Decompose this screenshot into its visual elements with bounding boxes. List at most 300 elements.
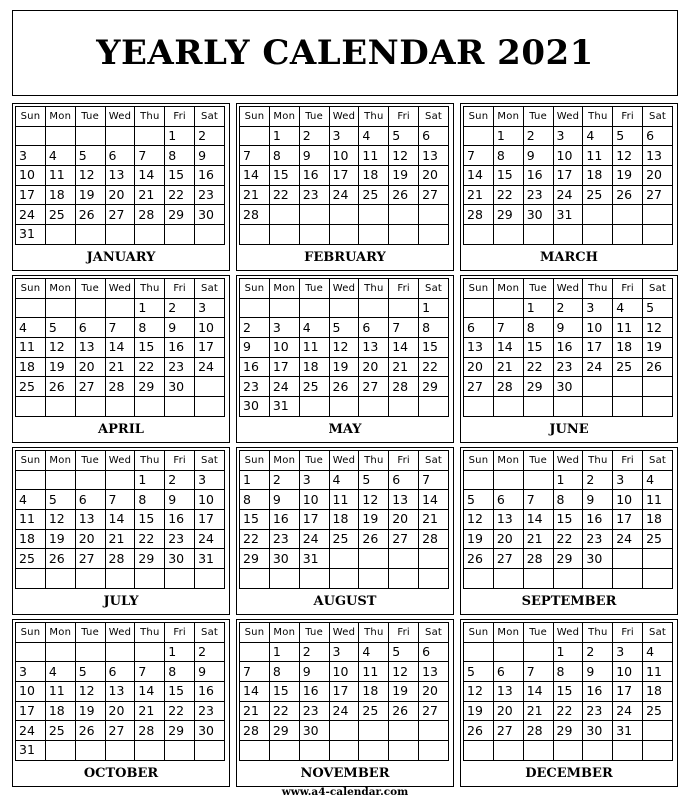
day-cell <box>105 470 135 490</box>
day-cell <box>389 569 419 589</box>
day-cell: 21 <box>523 701 553 721</box>
day-cell <box>45 126 75 146</box>
month-november <box>236 619 454 787</box>
day-cell: 14 <box>523 510 553 530</box>
day-cell: 27 <box>493 721 523 741</box>
day-cell <box>419 549 449 569</box>
day-cell <box>389 549 419 569</box>
day-cell: 3 <box>195 470 225 490</box>
day-cell: 7 <box>389 318 419 338</box>
day-cell: 11 <box>583 146 613 166</box>
day-cell: 14 <box>419 490 449 510</box>
weekday-header-row <box>16 623 225 643</box>
day-cell <box>45 741 75 761</box>
day-cell: 28 <box>493 377 523 397</box>
day-cell <box>464 225 494 245</box>
day-cell: 25 <box>45 721 75 741</box>
day-cell: 8 <box>135 490 165 510</box>
day-cell: 21 <box>493 357 523 377</box>
month-grid <box>463 450 673 589</box>
day-cell: 24 <box>16 721 46 741</box>
weekday-header: Mon <box>493 107 523 127</box>
day-cell <box>583 741 613 761</box>
day-cell: 2 <box>165 298 195 318</box>
day-cell: 24 <box>16 205 46 225</box>
day-cell <box>583 377 613 397</box>
day-cell: 15 <box>419 338 449 358</box>
day-cell: 20 <box>105 701 135 721</box>
weekday-header: Sun <box>464 107 494 127</box>
day-cell: 13 <box>493 682 523 702</box>
weekday-header: Tue <box>299 623 329 643</box>
day-cell: 26 <box>389 701 419 721</box>
day-cell: 18 <box>45 701 75 721</box>
week-row <box>16 225 225 245</box>
day-cell <box>269 298 299 318</box>
day-cell: 19 <box>464 529 494 549</box>
day-cell: 12 <box>75 682 105 702</box>
day-cell <box>299 569 329 589</box>
day-cell <box>419 205 449 225</box>
day-cell: 14 <box>240 166 270 186</box>
month-name: FEBRUARY <box>304 249 386 265</box>
week-row <box>464 510 673 530</box>
day-cell <box>583 397 613 417</box>
day-cell: 2 <box>299 126 329 146</box>
day-cell: 2 <box>195 642 225 662</box>
day-cell <box>240 642 270 662</box>
day-cell: 15 <box>135 338 165 358</box>
day-cell: 27 <box>75 377 105 397</box>
day-cell <box>389 205 419 225</box>
weekday-header: Wed <box>329 107 359 127</box>
day-cell: 31 <box>299 549 329 569</box>
month-name: NOVEMBER <box>300 765 390 781</box>
day-cell <box>464 126 494 146</box>
day-cell: 4 <box>45 662 75 682</box>
day-cell: 3 <box>299 470 329 490</box>
day-cell: 5 <box>643 298 673 318</box>
weekday-header: Sat <box>643 107 673 127</box>
day-cell: 29 <box>135 549 165 569</box>
day-cell: 28 <box>523 549 553 569</box>
weekday-header: Sun <box>16 279 46 299</box>
month-july <box>12 447 230 615</box>
day-cell: 12 <box>389 146 419 166</box>
day-cell: 18 <box>613 338 643 358</box>
week-row <box>464 205 673 225</box>
day-cell <box>419 225 449 245</box>
day-cell: 6 <box>643 126 673 146</box>
day-cell: 29 <box>165 721 195 741</box>
day-cell: 3 <box>583 298 613 318</box>
day-cell: 25 <box>16 377 46 397</box>
day-cell: 16 <box>583 510 613 530</box>
day-cell: 3 <box>329 642 359 662</box>
day-cell <box>553 741 583 761</box>
day-cell: 15 <box>493 166 523 186</box>
day-cell <box>464 741 494 761</box>
day-cell: 27 <box>389 529 419 549</box>
weekday-header: Wed <box>553 107 583 127</box>
week-row <box>16 470 225 490</box>
day-cell: 31 <box>16 741 46 761</box>
week-row <box>16 205 225 225</box>
day-cell: 23 <box>240 377 270 397</box>
weekday-header: Thu <box>135 623 165 643</box>
day-cell: 1 <box>269 126 299 146</box>
day-cell: 4 <box>613 298 643 318</box>
day-cell: 7 <box>240 146 270 166</box>
day-cell <box>105 397 135 417</box>
day-cell: 7 <box>523 662 553 682</box>
day-cell: 24 <box>269 377 299 397</box>
weekday-header: Sun <box>16 107 46 127</box>
day-cell: 28 <box>135 205 165 225</box>
day-cell: 30 <box>195 205 225 225</box>
day-cell: 1 <box>240 470 270 490</box>
day-cell: 13 <box>75 338 105 358</box>
day-cell: 18 <box>16 529 46 549</box>
day-cell <box>553 397 583 417</box>
day-cell: 28 <box>464 205 494 225</box>
weekday-header: Tue <box>75 107 105 127</box>
day-cell: 11 <box>329 490 359 510</box>
day-cell <box>643 397 673 417</box>
day-cell: 21 <box>419 510 449 530</box>
weekday-header: Sun <box>240 107 270 127</box>
day-cell <box>269 205 299 225</box>
weekday-header: Wed <box>105 623 135 643</box>
day-cell: 9 <box>299 662 329 682</box>
day-cell: 9 <box>299 146 329 166</box>
day-cell: 22 <box>165 185 195 205</box>
day-cell: 16 <box>523 166 553 186</box>
month-grid <box>463 106 673 245</box>
day-cell <box>299 298 329 318</box>
day-cell: 17 <box>195 338 225 358</box>
day-cell: 17 <box>613 510 643 530</box>
weekday-header: Sat <box>419 279 449 299</box>
month-grid <box>15 450 225 589</box>
week-row <box>16 490 225 510</box>
day-cell <box>195 225 225 245</box>
day-cell <box>493 298 523 318</box>
day-cell <box>359 298 389 318</box>
day-cell <box>135 569 165 589</box>
day-cell: 22 <box>269 185 299 205</box>
weekday-header: Wed <box>329 279 359 299</box>
day-cell: 5 <box>359 470 389 490</box>
day-cell: 15 <box>165 166 195 186</box>
day-cell: 20 <box>75 357 105 377</box>
month-name: JANUARY <box>86 249 156 265</box>
week-row <box>464 318 673 338</box>
week-row <box>240 490 449 510</box>
day-cell: 18 <box>643 510 673 530</box>
weekday-header-row <box>240 623 449 643</box>
day-cell: 7 <box>493 318 523 338</box>
day-cell: 22 <box>135 357 165 377</box>
week-row <box>464 225 673 245</box>
month-name: APRIL <box>98 421 144 437</box>
day-cell: 31 <box>613 721 643 741</box>
day-cell <box>165 397 195 417</box>
day-cell: 19 <box>75 185 105 205</box>
weekday-header: Sun <box>240 451 270 471</box>
day-cell <box>45 298 75 318</box>
weekday-header: Wed <box>329 623 359 643</box>
day-cell: 8 <box>523 318 553 338</box>
day-cell <box>329 225 359 245</box>
week-row <box>464 549 673 569</box>
day-cell: 23 <box>165 529 195 549</box>
day-cell <box>329 205 359 225</box>
day-cell: 30 <box>195 721 225 741</box>
day-cell: 13 <box>643 146 673 166</box>
day-cell <box>240 741 270 761</box>
day-cell: 20 <box>419 682 449 702</box>
day-cell <box>359 225 389 245</box>
day-cell: 4 <box>643 470 673 490</box>
day-cell <box>75 741 105 761</box>
day-cell: 25 <box>299 377 329 397</box>
day-cell: 11 <box>16 510 46 530</box>
day-cell <box>419 741 449 761</box>
month-grid <box>15 278 225 417</box>
day-cell <box>613 205 643 225</box>
day-cell: 4 <box>16 490 46 510</box>
month-name: MAY <box>328 421 362 437</box>
month-grid <box>463 278 673 417</box>
weekday-header: Fri <box>613 451 643 471</box>
day-cell: 7 <box>419 470 449 490</box>
day-cell: 1 <box>165 126 195 146</box>
week-row <box>464 126 673 146</box>
day-cell: 13 <box>359 338 389 358</box>
week-row <box>240 721 449 741</box>
day-cell <box>613 397 643 417</box>
weekday-header: Sun <box>16 623 46 643</box>
day-cell: 24 <box>553 185 583 205</box>
weekday-header: Fri <box>613 279 643 299</box>
weekday-header-row <box>240 279 449 299</box>
day-cell: 2 <box>583 470 613 490</box>
day-cell: 29 <box>553 549 583 569</box>
day-cell: 20 <box>389 510 419 530</box>
weekday-header: Thu <box>359 623 389 643</box>
day-cell <box>523 642 553 662</box>
day-cell: 4 <box>583 126 613 146</box>
week-row <box>240 377 449 397</box>
page-title: YEARLY CALENDAR 2021 <box>96 33 594 73</box>
day-cell: 6 <box>389 470 419 490</box>
day-cell: 3 <box>613 642 643 662</box>
day-cell: 29 <box>553 721 583 741</box>
day-cell: 15 <box>553 510 583 530</box>
weekday-header: Wed <box>553 279 583 299</box>
day-cell: 24 <box>195 357 225 377</box>
day-cell <box>195 741 225 761</box>
day-cell: 5 <box>613 126 643 146</box>
month-grid <box>239 278 449 417</box>
day-cell <box>389 721 419 741</box>
day-cell: 5 <box>75 146 105 166</box>
day-cell: 19 <box>389 166 419 186</box>
day-cell <box>493 569 523 589</box>
day-cell: 6 <box>75 490 105 510</box>
day-cell: 14 <box>464 166 494 186</box>
day-cell: 16 <box>553 338 583 358</box>
day-cell: 8 <box>269 146 299 166</box>
day-cell: 13 <box>419 662 449 682</box>
day-cell: 17 <box>583 338 613 358</box>
day-cell <box>269 225 299 245</box>
day-cell <box>583 225 613 245</box>
weekday-header-row <box>240 107 449 127</box>
week-row <box>240 642 449 662</box>
day-cell <box>105 741 135 761</box>
week-row <box>16 549 225 569</box>
day-cell <box>105 569 135 589</box>
week-row <box>240 298 449 318</box>
day-cell: 29 <box>269 721 299 741</box>
day-cell: 20 <box>359 357 389 377</box>
day-cell: 12 <box>389 662 419 682</box>
day-cell: 21 <box>240 185 270 205</box>
day-cell: 23 <box>299 185 329 205</box>
week-row <box>240 318 449 338</box>
weekday-header: Fri <box>613 107 643 127</box>
day-cell: 11 <box>16 338 46 358</box>
day-cell <box>464 397 494 417</box>
day-cell <box>419 569 449 589</box>
day-cell: 11 <box>643 662 673 682</box>
day-cell: 31 <box>16 225 46 245</box>
day-cell <box>45 569 75 589</box>
week-row <box>16 298 225 318</box>
day-cell: 22 <box>523 357 553 377</box>
week-row <box>240 529 449 549</box>
day-cell: 14 <box>389 338 419 358</box>
day-cell: 27 <box>419 185 449 205</box>
day-cell <box>299 741 329 761</box>
day-cell <box>464 470 494 490</box>
day-cell: 22 <box>553 529 583 549</box>
day-cell <box>389 225 419 245</box>
weekday-header: Thu <box>359 451 389 471</box>
day-cell: 16 <box>269 510 299 530</box>
day-cell: 17 <box>329 682 359 702</box>
day-cell <box>75 225 105 245</box>
day-cell: 23 <box>269 529 299 549</box>
weekday-header: Sun <box>464 623 494 643</box>
day-cell: 1 <box>135 470 165 490</box>
month-grid <box>239 622 449 761</box>
day-cell <box>165 741 195 761</box>
day-cell: 23 <box>195 701 225 721</box>
day-cell: 27 <box>464 377 494 397</box>
day-cell: 25 <box>643 529 673 549</box>
month-april <box>12 275 230 443</box>
weekday-header: Sun <box>16 451 46 471</box>
day-cell: 12 <box>329 338 359 358</box>
day-cell: 8 <box>240 490 270 510</box>
day-cell <box>135 642 165 662</box>
day-cell <box>16 126 46 146</box>
day-cell: 11 <box>299 338 329 358</box>
day-cell: 1 <box>165 642 195 662</box>
day-cell: 30 <box>269 549 299 569</box>
day-cell: 7 <box>523 490 553 510</box>
month-grid <box>15 622 225 761</box>
week-row <box>240 397 449 417</box>
day-cell: 6 <box>419 126 449 146</box>
day-cell: 23 <box>165 357 195 377</box>
day-cell: 3 <box>269 318 299 338</box>
week-row <box>464 642 673 662</box>
week-row <box>240 166 449 186</box>
day-cell <box>105 225 135 245</box>
weekday-header: Mon <box>45 451 75 471</box>
day-cell: 14 <box>105 510 135 530</box>
weekday-header: Wed <box>105 451 135 471</box>
day-cell: 29 <box>165 205 195 225</box>
weekday-header: Fri <box>389 451 419 471</box>
day-cell: 18 <box>583 166 613 186</box>
weekday-header: Thu <box>583 107 613 127</box>
day-cell: 2 <box>299 642 329 662</box>
weekday-header: Sat <box>195 451 225 471</box>
day-cell: 15 <box>523 338 553 358</box>
day-cell: 18 <box>16 357 46 377</box>
day-cell: 27 <box>105 205 135 225</box>
day-cell: 3 <box>553 126 583 146</box>
day-cell: 2 <box>240 318 270 338</box>
day-cell: 17 <box>553 166 583 186</box>
weekday-header: Thu <box>359 279 389 299</box>
day-cell: 26 <box>613 185 643 205</box>
day-cell: 30 <box>240 397 270 417</box>
day-cell <box>553 569 583 589</box>
day-cell <box>643 205 673 225</box>
day-cell <box>464 298 494 318</box>
day-cell <box>643 549 673 569</box>
day-cell: 6 <box>105 146 135 166</box>
month-june <box>460 275 678 443</box>
day-cell: 26 <box>464 721 494 741</box>
day-cell: 16 <box>583 682 613 702</box>
day-cell: 2 <box>583 642 613 662</box>
day-cell: 6 <box>493 662 523 682</box>
day-cell: 9 <box>553 318 583 338</box>
day-cell: 23 <box>583 701 613 721</box>
day-cell: 6 <box>493 490 523 510</box>
weekday-header: Sat <box>195 279 225 299</box>
week-row <box>240 357 449 377</box>
day-cell: 19 <box>45 529 75 549</box>
day-cell: 12 <box>75 166 105 186</box>
weekday-header: Sat <box>195 107 225 127</box>
weekday-header: Tue <box>75 623 105 643</box>
weekday-header: Tue <box>523 623 553 643</box>
day-cell: 25 <box>359 185 389 205</box>
day-cell <box>643 721 673 741</box>
week-row <box>16 510 225 530</box>
week-row <box>240 338 449 358</box>
day-cell: 11 <box>45 682 75 702</box>
day-cell: 2 <box>523 126 553 146</box>
